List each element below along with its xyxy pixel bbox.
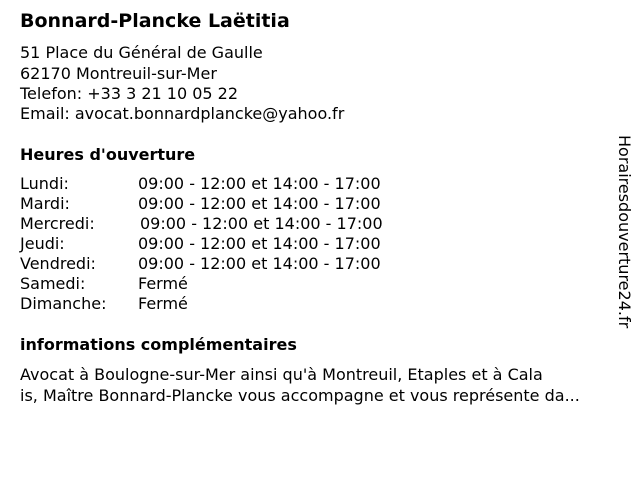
hours-day: Jeudi: <box>20 234 65 253</box>
hours-day: Vendredi: <box>20 254 96 273</box>
hours-day: Mercredi: <box>20 214 95 233</box>
address-line-street: 51 Place du Général de Gaulle <box>20 43 263 62</box>
hours-time: 09:00 - 12:00 et 14:00 - 17:00 <box>138 174 381 193</box>
info-heading: informations complémentaires <box>20 335 297 354</box>
business-name: Bonnard-Plancke Laëtitia <box>20 10 290 32</box>
hours-day: Dimanche: <box>20 294 107 313</box>
hours-time: Fermé <box>138 294 188 313</box>
phone-number: Telefon: +33 3 21 10 05 22 <box>20 84 239 103</box>
hours-time: Fermé <box>138 274 188 293</box>
hours-time: 09:00 - 12:00 et 14:00 - 17:00 <box>138 194 381 213</box>
hours-day: Lundi: <box>20 174 69 193</box>
email-address: Email: avocat.bonnardplancke@yahoo.fr <box>20 104 345 123</box>
hours-day: Samedi: <box>20 274 86 293</box>
info-line: Avocat à Boulogne-sur-Mer ainsi qu'à Montreuil, Etaples et à Cala <box>20 365 543 384</box>
hours-time: 09:00 - 12:00 et 14:00 - 17:00 <box>138 234 381 253</box>
address-line-city: 62170 Montreuil-sur-Mer <box>20 64 217 83</box>
hours-day: Mardi: <box>20 194 70 213</box>
info-line: is, Maître Bonnard-Plancke vous accompagne et vous représente da... <box>20 386 580 405</box>
hours-time: 09:00 - 12:00 et 14:00 - 17:00 <box>138 254 381 273</box>
hours-heading: Heures d'ouverture <box>20 145 196 164</box>
hours-time: 09:00 - 12:00 et 14:00 - 17:00 <box>140 214 383 233</box>
info-description <box>20 364 632 406</box>
site-watermark: Horairesdouverture24.fr <box>615 135 634 329</box>
